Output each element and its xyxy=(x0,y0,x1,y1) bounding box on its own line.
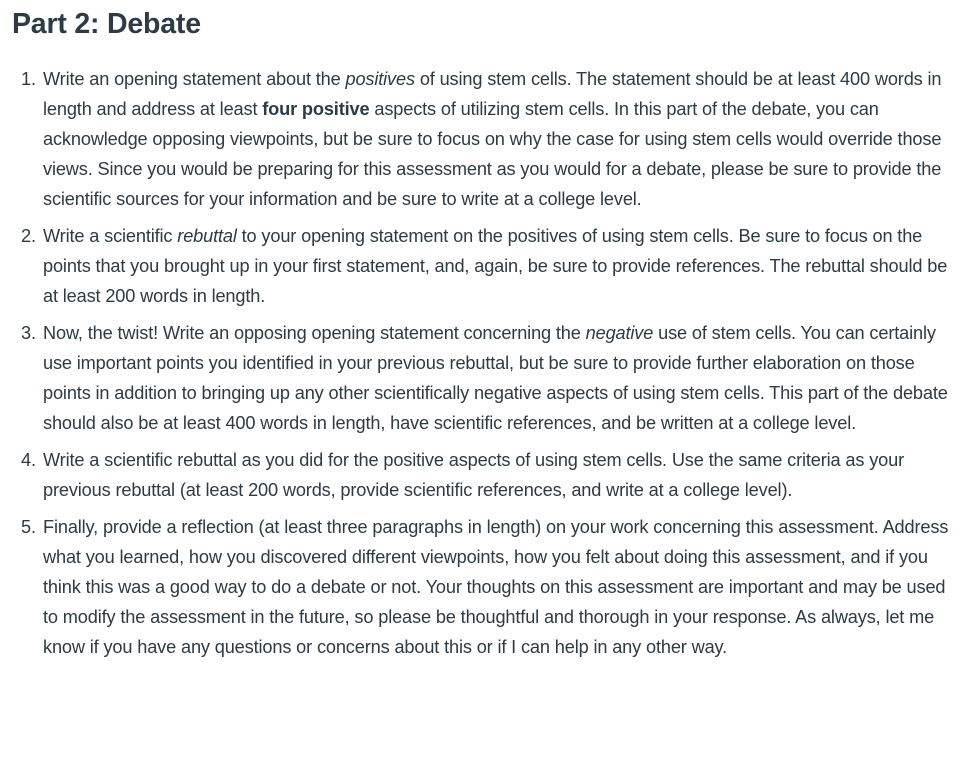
item-text: Write a scientific xyxy=(43,226,178,246)
item-number: 3. xyxy=(21,323,36,343)
item-strong: four positive xyxy=(262,99,370,119)
list-item xyxy=(21,512,957,662)
item-number: 4. xyxy=(21,450,36,470)
item-text: Write a scientific rebuttal as you did for the positive aspects of using stem cells. Use the same criteria as your previous rebuttal (at least 200 words, provide scientific references, and write at a college level). xyxy=(43,450,904,500)
item-emphasis: positives xyxy=(345,69,415,89)
list-item xyxy=(21,318,957,438)
list-item xyxy=(21,64,957,214)
item-number: 2. xyxy=(21,226,36,246)
item-number: 1. xyxy=(21,69,36,89)
item-text: to your opening statement on the positives of using stem cells. Be sure to focus on the points that you brought up in your first statement, and, again, be sure to provide references. The rebuttal should be at least 200 words in length. xyxy=(43,226,948,306)
list-item xyxy=(21,445,957,505)
item-text: Finally, provide a reflection (at least three paragraphs in length) on your work concerning this assessment. Address what you learned, how you discovered different viewpoints, how you felt about doing this assessment, and if you think this was a good way to do a debate or not. Your thoughts on this assessment are important and may be used to modify the assessment in the future, so please be thoughtful and thorough in your response. As always, let me know if you have any questions or concerns about this or if I can help in any other way. xyxy=(43,517,949,657)
item-text: use of stem cells. You can certainly use important points you identified in your previous rebuttal, but be sure to provide further elaboration on those points in addition to bringing up any other scientifically negative aspects of using stem cells. This part of the debate should also be at least 400 words in length, have scientific references, and be written at a college level. xyxy=(43,323,948,433)
item-emphasis: rebuttal xyxy=(177,226,237,246)
item-number: 5. xyxy=(21,517,36,537)
instructions-list xyxy=(12,64,957,662)
page-title: Part 2: Debate xyxy=(12,8,201,40)
item-emphasis: negative xyxy=(585,323,654,343)
list-item xyxy=(21,221,957,311)
item-text: Write an opening statement about the xyxy=(43,69,346,89)
item-text: Now, the twist! Write an opposing opening statement concerning the xyxy=(43,323,586,343)
item-text: of using stem cells. The statement should be at least 400 words in length and address at least xyxy=(43,69,942,119)
item-text: aspects of utilizing stem cells. In this part of the debate, you can acknowledge opposing viewpoints, but be sure to focus on why the case for using stem cells would override those views. Since you would be preparing for this assessment as you would for a debate, please be sure to provide the scientific sources for your information and be sure to write at a college level. xyxy=(43,99,942,209)
